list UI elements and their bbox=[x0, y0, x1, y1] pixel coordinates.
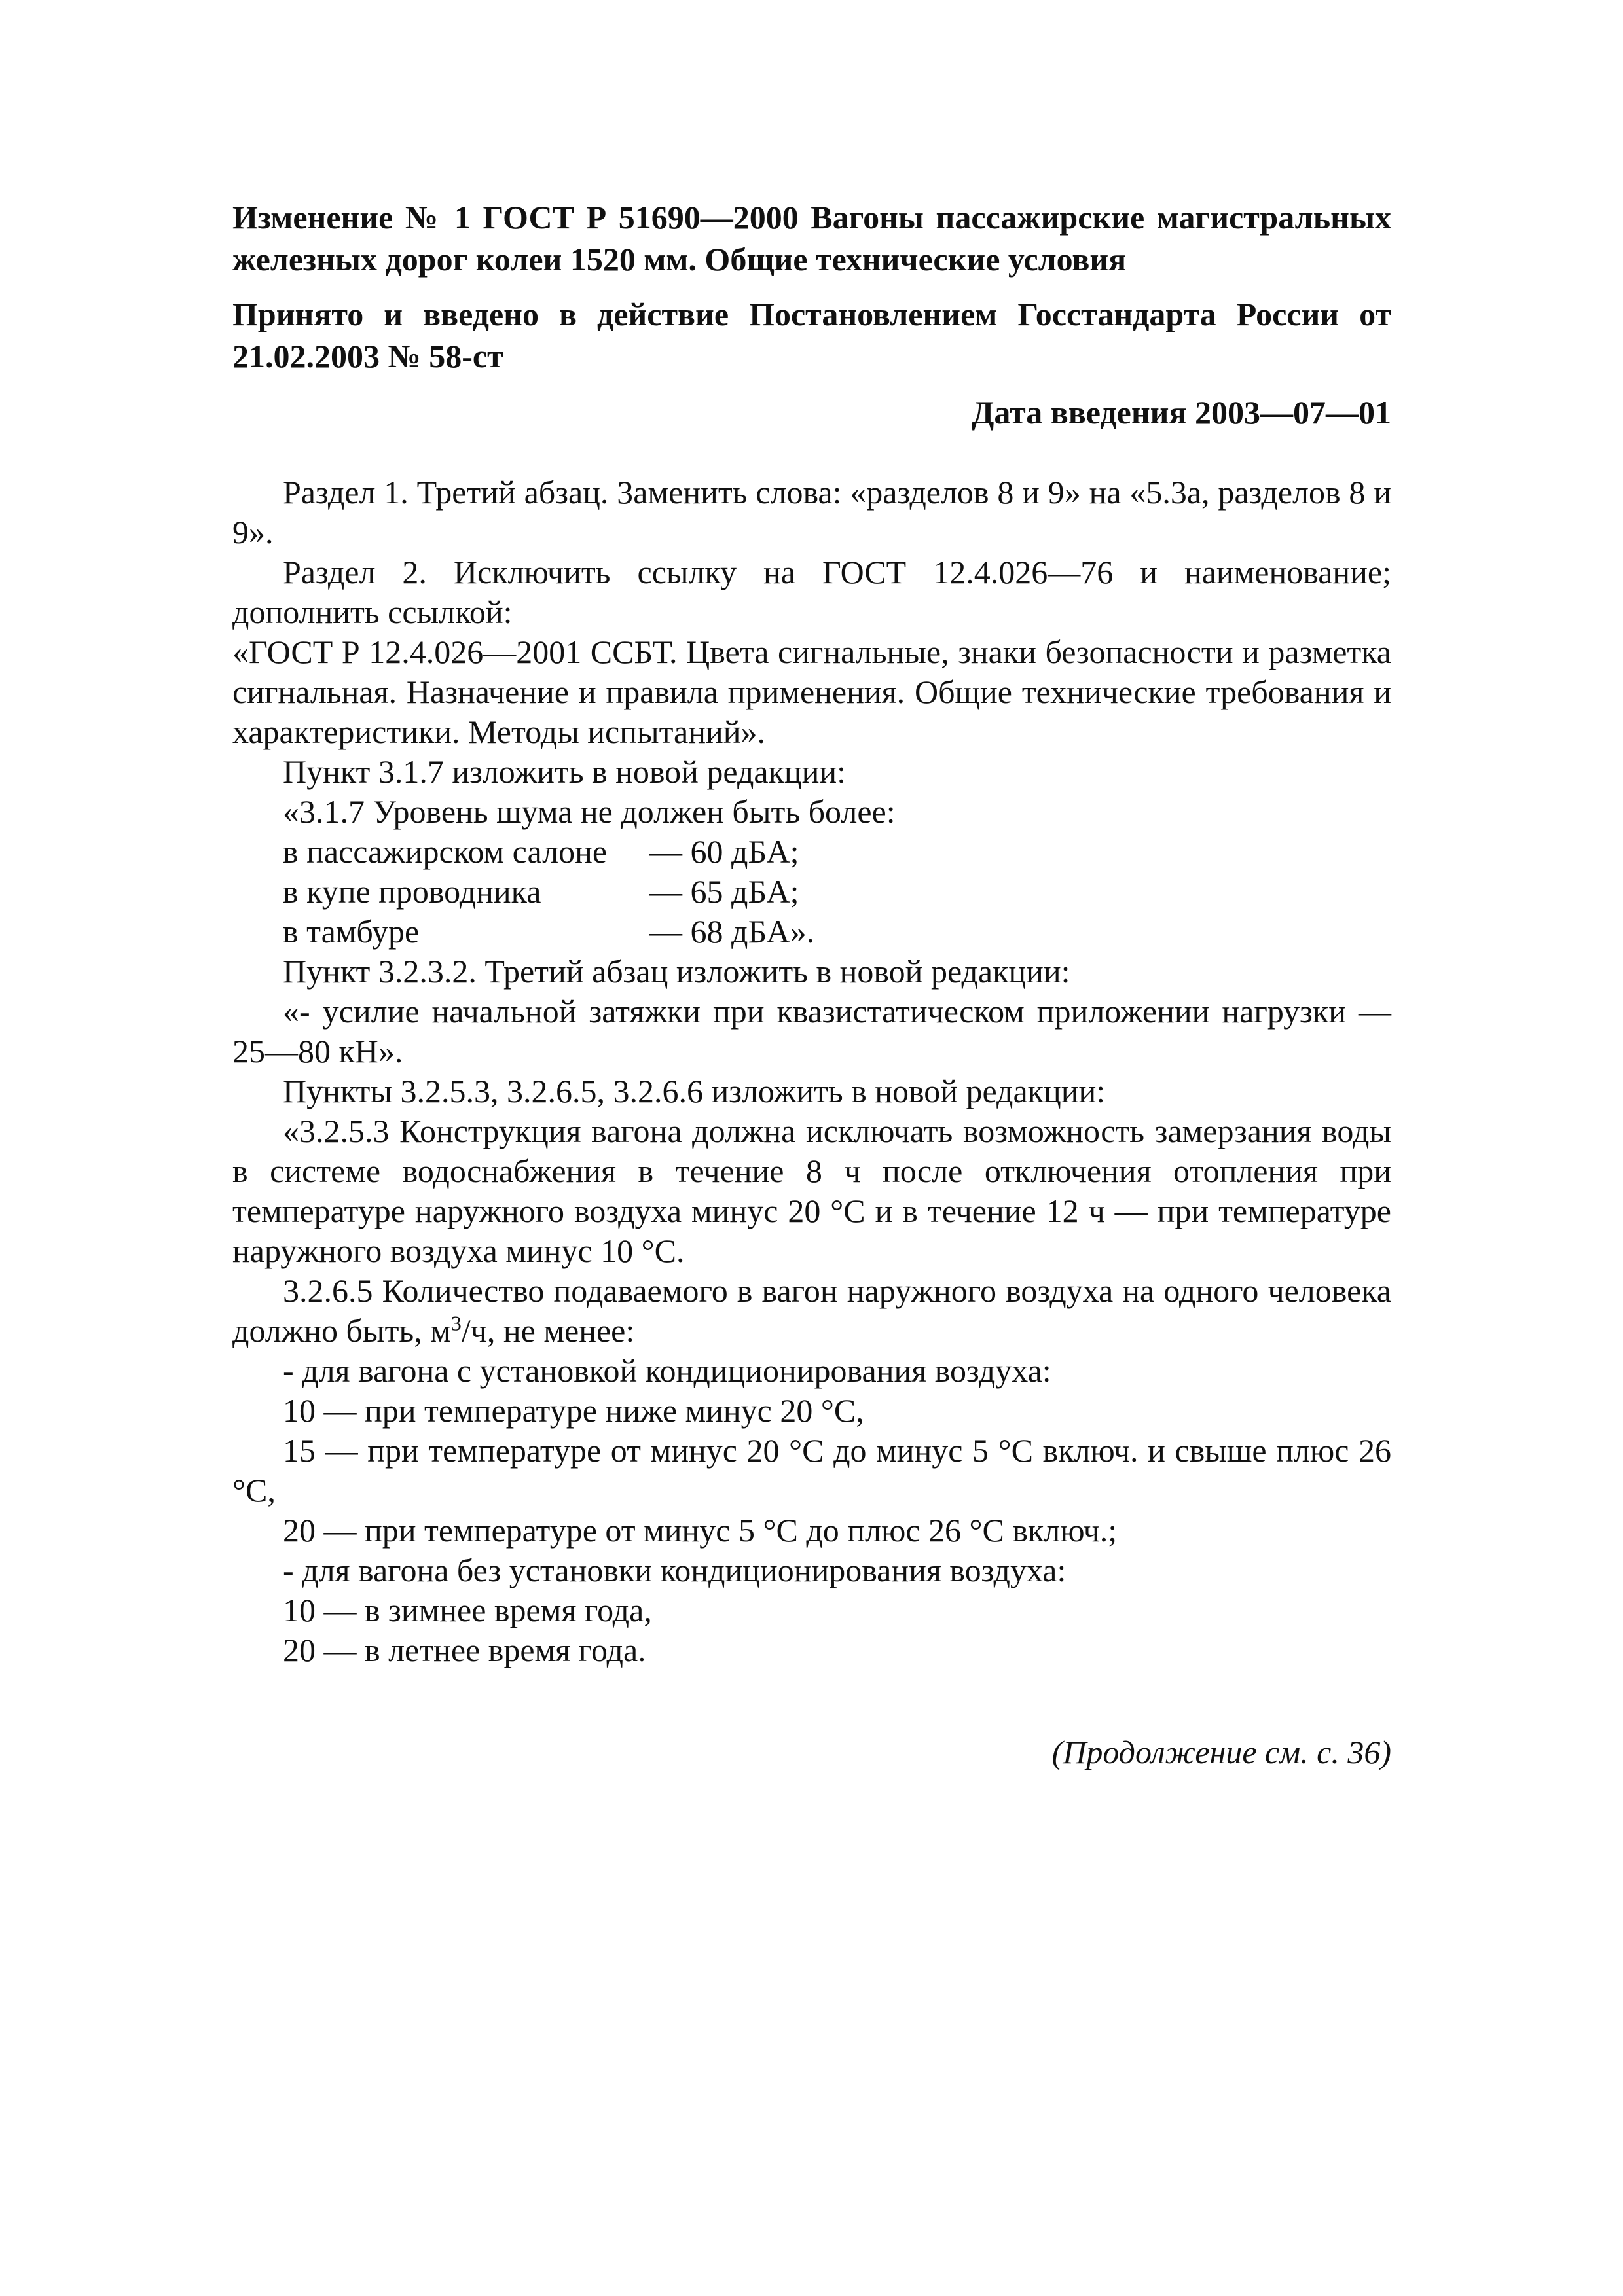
list-item: 20 — в летнее время года. bbox=[283, 1632, 646, 1668]
paragraph-clause-3-1-7: Пункт 3.1.7 изложить в новой редакции: bbox=[283, 753, 847, 790]
paragraph-gost-reference: «ГОСТ Р 12.4.026—2001 ССБТ. Цвета сигнальные, знаки безопасности и разметка сигнальная. Назначение и правила применения. Общие технические требования и характеристики. Методы испытаний». bbox=[232, 634, 1391, 750]
paragraph-section-2: Раздел 2. Исключить ссылку на ГОСТ 12.4.026—76 и наименование; дополнить ссылкой: bbox=[232, 554, 1391, 630]
list-item: - для вагона без установки кондиционирования воздуха: bbox=[283, 1552, 1067, 1588]
list-item: - для вагона с установкой кондиционирования воздуха: bbox=[283, 1352, 1051, 1389]
noise-place: в пассажирском салоне bbox=[283, 833, 608, 870]
effective-date: Дата введения 2003—07—01 bbox=[972, 394, 1391, 431]
paragraph-preload-force: «- усилие начальной затяжки при квазистатическом приложении нагрузки — 25—80 кН». bbox=[232, 993, 1391, 1069]
air-supply-text: 3.2.6.5 Количество подаваемого в вагон наружного воздуха на одного человека должно быть, м bbox=[232, 1272, 1391, 1349]
list-item: 10 — при температуре ниже минус 20 °С, bbox=[283, 1392, 864, 1429]
noise-value: — 60 дБА; bbox=[649, 833, 799, 870]
adoption-note: Принято и введено в действие Постановлением Госстандарта России от 21.02.2003 № 58-ст bbox=[232, 296, 1391, 374]
list-item: 15 — при температуре от минус 20 °С до минус 5 °С включ. и свыше плюс 26 °С, bbox=[232, 1432, 1391, 1509]
noise-row bbox=[232, 832, 1391, 872]
noise-value: — 68 дБА». bbox=[649, 913, 815, 950]
document-page bbox=[232, 196, 1391, 1772]
noise-place: в тамбуре bbox=[283, 913, 420, 950]
paragraph-section-1: Раздел 1. Третий абзац. Заменить слова: «разделов 8 и 9» на «5.3а, разделов 8 и 9». bbox=[232, 474, 1391, 550]
list-item: 20 — при температуре от минус 5 °С до плюс 26 °С включ.; bbox=[283, 1512, 1118, 1549]
air-supply-unit-exponent: 3 bbox=[450, 1311, 462, 1335]
paragraph-noise-level: «3.1.7 Уровень шума не должен быть более: bbox=[283, 793, 896, 830]
continuation-note: (Продолжение см. с. 36) bbox=[1051, 1734, 1391, 1770]
air-supply-text-end: /ч, не менее: bbox=[461, 1312, 635, 1349]
document-body bbox=[232, 473, 1391, 1670]
list-item: 10 — в зимнее время года, bbox=[283, 1592, 652, 1628]
noise-value: — 65 дБА; bbox=[649, 873, 799, 910]
paragraph-clauses-3-2-5-3: Пункты 3.2.5.3, 3.2.6.5, 3.2.6.6 изложить в новой редакции: bbox=[283, 1073, 1106, 1109]
document-title: Изменение № 1 ГОСТ Р 51690—2000 Вагоны пассажирские магистральных железных дорог колеи 1520 мм. Общие технические условия bbox=[232, 199, 1391, 278]
noise-place: в купе проводника bbox=[283, 873, 541, 910]
paragraph-freezing: «3.2.5.3 Конструкция вагона должна исключать возможность замерзания воды в системе водоснабжения в течение 8 ч после отключения отопления при температуре наружного воздуха минус 20 °С и в течение 12 ч — при температуре наружного воздуха минус 10 °С. bbox=[232, 1113, 1391, 1269]
paragraph-clause-3-2-3-2: Пункт 3.2.3.2. Третий абзац изложить в новой редакции: bbox=[283, 953, 1070, 990]
noise-row bbox=[232, 872, 1391, 912]
noise-row bbox=[232, 912, 1391, 952]
paragraph-air-supply bbox=[232, 1271, 1391, 1351]
